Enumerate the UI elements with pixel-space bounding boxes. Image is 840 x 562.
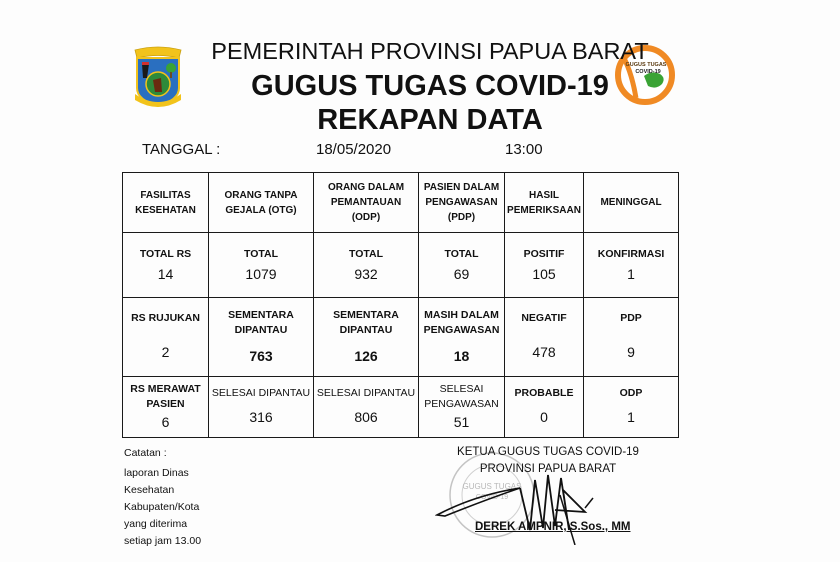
svg-text:COVID-19: COVID-19 — [475, 494, 509, 501]
notes-line: laporan Dinas — [124, 467, 189, 479]
cell-otg-total: TOTAL 1079 — [209, 233, 314, 297]
svg-text:GUGUS TUGAS: GUGUS TUGAS — [625, 62, 667, 68]
signatory-province: PROVINSI PAPUA BARAT — [479, 463, 617, 475]
report-time: 13:00 — [505, 141, 543, 158]
notes-section — [124, 445, 201, 550]
task-force-title: GUGUS TUGAS COVID-19 — [251, 70, 609, 102]
cell-total-rs: TOTAL RS 14 — [123, 233, 209, 297]
signatory-name: DEREK AMPNIR, S.Sos., MM — [475, 521, 631, 533]
papua-barat-coat-of-arms-icon — [131, 44, 185, 110]
date-label: TANGGAL : — [142, 141, 221, 158]
cell-meninggal-konfirmasi: KONFIRMASI 1 — [584, 233, 679, 297]
header-meninggal: MENINGGAL — [584, 173, 679, 233]
cell-odp-total: TOTAL 932 — [314, 233, 419, 297]
cell-odp-selesai-dipantau: SELESAI DIPANTAU 806 — [314, 376, 419, 437]
cell-negatif: NEGATIF 478 — [505, 297, 584, 376]
notes-line: Kabupaten/Kota — [124, 501, 200, 513]
svg-text:GUGUS TUGAS: GUGUS TUGAS — [462, 482, 522, 491]
header-pdp: PASIEN DALAM PENGAWASAN (PDP) — [419, 173, 505, 233]
cell-rs-merawat-pasien: RS MERAWAT PASIEN 6 — [123, 376, 209, 437]
cell-otg-sementara-dipantau: SEMENTARA DIPANTAU 763 — [209, 297, 314, 376]
report-date: 18/05/2020 — [316, 141, 392, 158]
cell-meninggal-odp: ODP 1 — [584, 376, 679, 437]
cell-positif: POSITIF 105 — [505, 233, 584, 297]
cell-rs-rujukan: RS RUJUKAN 2 — [123, 297, 209, 376]
signatory-title: KETUA GUGUS TUGAS COVID-19 — [457, 446, 639, 458]
cell-pdp-total: TOTAL 69 — [419, 233, 505, 297]
cell-probable: PROBABLE 0 — [505, 376, 584, 437]
header-otg: ORANG TANPA GEJALA (OTG) — [209, 173, 314, 233]
cell-pdp-masih-dalam-pengawasan: MASIH DALAM PENGAWASAN 18 — [419, 297, 505, 376]
table-row — [123, 376, 679, 437]
government-title: PEMERINTAH PROVINSI PAPUA BARAT — [211, 38, 649, 64]
notes-line: setiap jam 13.00 — [124, 535, 202, 547]
notes-title: Catatan : — [124, 447, 167, 459]
svg-text:COVID-19: COVID-19 — [635, 69, 661, 75]
document-title: REKAPAN DATA — [317, 104, 543, 136]
cell-meninggal-pdp: PDP 9 — [584, 297, 679, 376]
header-hasil-pemeriksaan: HASIL PEMERIKSAAN — [505, 173, 584, 233]
notes-line: Kesehatan — [124, 484, 175, 496]
cell-otg-selesai-dipantau: SELESAI DIPANTAU 316 — [209, 376, 314, 437]
table-row — [123, 233, 679, 297]
cell-pdp-selesai-pengawasan: SELESAI PENGAWASAN 51 — [419, 376, 505, 437]
header-odp: ORANG DALAM PEMANTAUAN (ODP) — [314, 173, 419, 233]
cell-odp-sementara-dipantau: SEMENTARA DIPANTAU 126 — [314, 297, 419, 376]
table-header-row — [123, 173, 679, 233]
header-fasilitas-kesehatan: FASILITAS KESEHATAN — [123, 173, 209, 233]
notes-line: yang diterima — [124, 518, 188, 530]
recap-table — [122, 172, 679, 438]
table-row — [123, 297, 679, 376]
